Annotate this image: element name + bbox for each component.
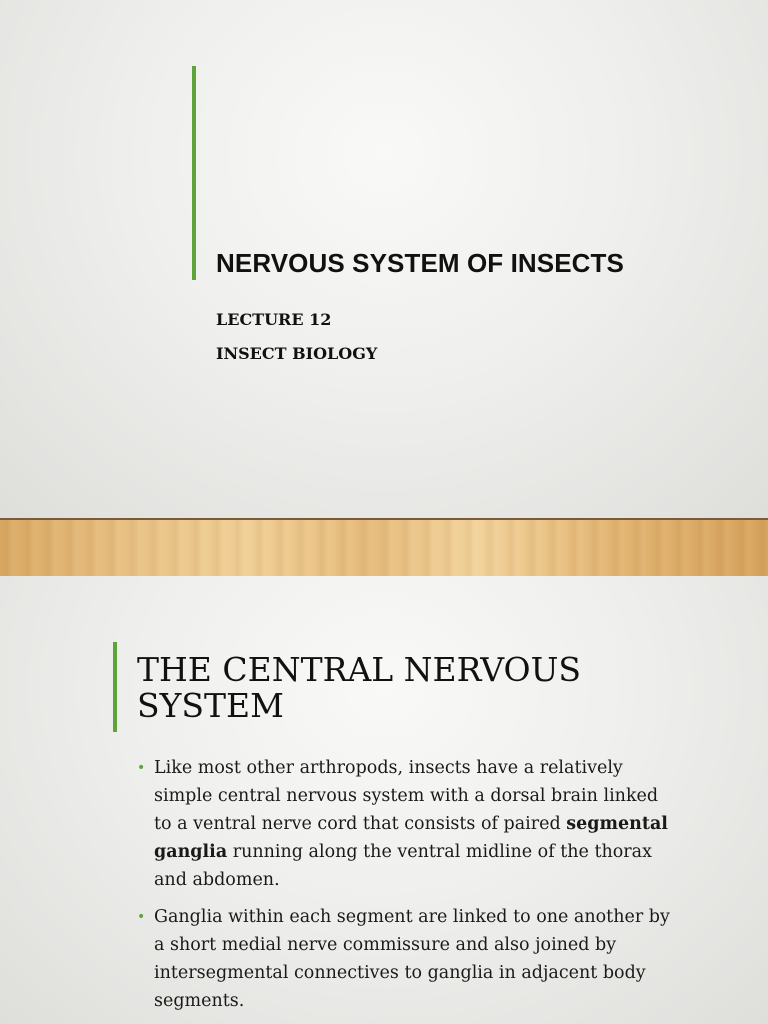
bullet-item <box>137 903 677 1015</box>
bullet-dot-icon: • <box>137 760 146 776</box>
lecture-number: LECTURE 12 <box>216 310 332 329</box>
bullet-text: Ganglia within each segment are linked to one another by a short medial nerve commissure and also joined by intersegmental connectives to ganglia in adjacent body segments. <box>154 907 670 1011</box>
bullet-list <box>137 754 677 1024</box>
bullet-dot-icon: • <box>137 909 146 925</box>
heading-accent-bar <box>113 642 117 732</box>
wood-divider <box>0 518 768 576</box>
slide-heading: THE CENTRAL NERVOUS SYSTEM <box>137 650 582 725</box>
content-slide <box>0 576 768 1024</box>
bullet-text: Like most other arthropods, insects have a relatively simple central nervous system with a dorsal brain linked to a ventral nerve cord that consists of paired <box>154 758 659 834</box>
title-accent-bar <box>192 66 196 280</box>
bullet-bold-term: segmental ganglia <box>154 814 668 862</box>
slide-title: NERVOUS SYSTEM OF INSECTS <box>216 248 624 278</box>
bullet-text-continued: running along the ventral midline of the thorax and abdomen. <box>154 842 652 890</box>
bullet-item <box>137 754 677 894</box>
course-name: INSECT BIOLOGY <box>216 344 378 363</box>
